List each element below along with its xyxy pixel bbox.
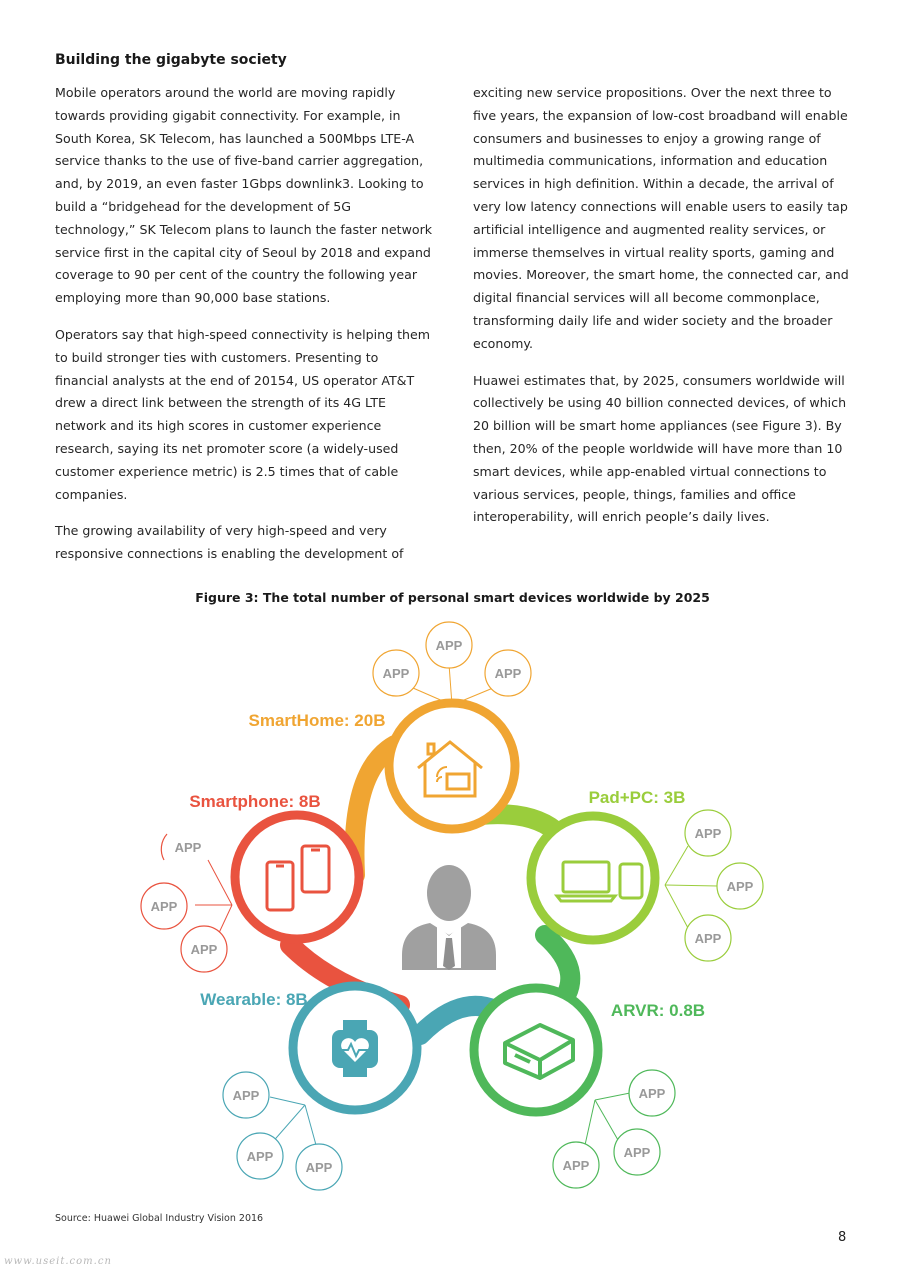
app-bubble (717, 863, 763, 909)
paragraph: Huawei estimates that, by 2025, consumers worldwide will collectively be using 40 billion connected devices, of which 20 billion will be smart home appliances (see Figure 3). By then, 20% of the people worldwide will have more than 10 smart devices, while app-enabled virtual connections to various services, people, things, families and office interoperability, will enrich people’s daily lives. (473, 372, 847, 525)
figure-title: Figure 3: The total number of personal smart devices worldwide by 2025 (195, 590, 710, 605)
padpc-circle (531, 816, 655, 940)
smartphone-label: Smartphone: 8B (189, 792, 321, 811)
page-number: 8 (838, 1230, 847, 1245)
smartphone-circle (235, 815, 359, 939)
svg-text:APP: APP (305, 1160, 333, 1175)
wearable-label: Wearable: 8B (200, 990, 308, 1009)
person-icon (402, 865, 496, 970)
svg-text:APP: APP (694, 826, 722, 841)
svg-text:APP: APP (232, 1088, 260, 1103)
svg-text:APP: APP (623, 1145, 651, 1160)
svg-text:APP: APP (246, 1149, 274, 1164)
app-bubble (237, 1133, 283, 1179)
section-heading: Building the gigabyte society (55, 52, 287, 68)
arvr-circle (474, 988, 598, 1112)
svg-text:APP: APP (562, 1158, 590, 1173)
app-bubble (629, 1070, 675, 1116)
svg-text:APP: APP (638, 1086, 666, 1101)
left-column (55, 82, 433, 580)
watermark: www.useit.com.cn (4, 1256, 112, 1267)
app-bubble (553, 1142, 599, 1188)
paragraph: Operators say that high-speed connectivity is helping them to build stronger ties with customers. Presenting to financial analysts at the end of 20154, US operator AT&T drew a direct link between the strength of its 4G LTE network and its high scores in customer experience research, saying its net promoter score (a widely-used customer experience metric) is 2.5 times that of cable companies. (55, 326, 431, 502)
app-bubble (181, 926, 227, 972)
svg-text:APP: APP (726, 879, 754, 894)
app-bubble (296, 1144, 342, 1190)
svg-text:APP: APP (694, 931, 722, 946)
app-bubble (685, 810, 731, 856)
paragraph: Mobile operators around the world are moving rapidly towards providing gigabit connectivity. For example, in South Korea, SK Telecom, has launched a 500Mbps LTE-A service thanks to the use of five-band carrier aggregation, and, by 2019, an even faster 1Gbps downlink3. Looking to build a “bridgehead for the development of 5G technology,” SK Telecom plans to launch the faster network service first in the capital city of Seoul by 2018 and expand coverage to 90 per cent of the country the following year employing more than 90,000 base stations. (55, 85, 433, 306)
paragraph: exciting new service propositions. Over the next three to five years, the expansion of low-cost broadband will enable consumers and businesses to enjoy a growing range of multimedia communications, information and education services in high definition. Within a decade, the arrival of very low latency connections will enable users to easily tap artificial intelligence and augmented reality services, or immerse themselves in virtual reality sports, gaming and movies. Moreover, the smart home, the connected car, and digital financial services will all become commonplace, transforming daily life and wider society and the broader economy. (473, 85, 849, 351)
right-column (473, 82, 858, 543)
smart-devices-diagram (0, 610, 905, 1210)
app-bubble (614, 1129, 660, 1175)
svg-text:APP: APP (150, 899, 178, 914)
app-bubble (141, 883, 187, 929)
svg-text:APP: APP (190, 942, 218, 957)
app-bubble (485, 650, 531, 696)
app-bubble (426, 622, 472, 668)
svg-text:APP: APP (382, 666, 410, 681)
app-bubble (223, 1072, 269, 1118)
app-bubble (373, 650, 419, 696)
smarthome-label: SmartHome: 20B (248, 711, 386, 730)
svg-text:APP: APP (494, 666, 522, 681)
svg-text:APP: APP (435, 638, 463, 653)
figure-source: Source: Huawei Global Industry Vision 2016 (55, 1213, 264, 1224)
paragraph: The growing availability of very high-speed and very responsive connections is enabling the development of (55, 523, 404, 562)
app-bubble (685, 915, 731, 961)
arvr-label: ARVR: 0.8B (610, 1001, 706, 1020)
app-bubble (161, 834, 201, 860)
smarthome-circle (389, 703, 515, 829)
svg-text:APP: APP (174, 840, 202, 855)
padpc-label: Pad+PC: 3B (588, 788, 686, 807)
